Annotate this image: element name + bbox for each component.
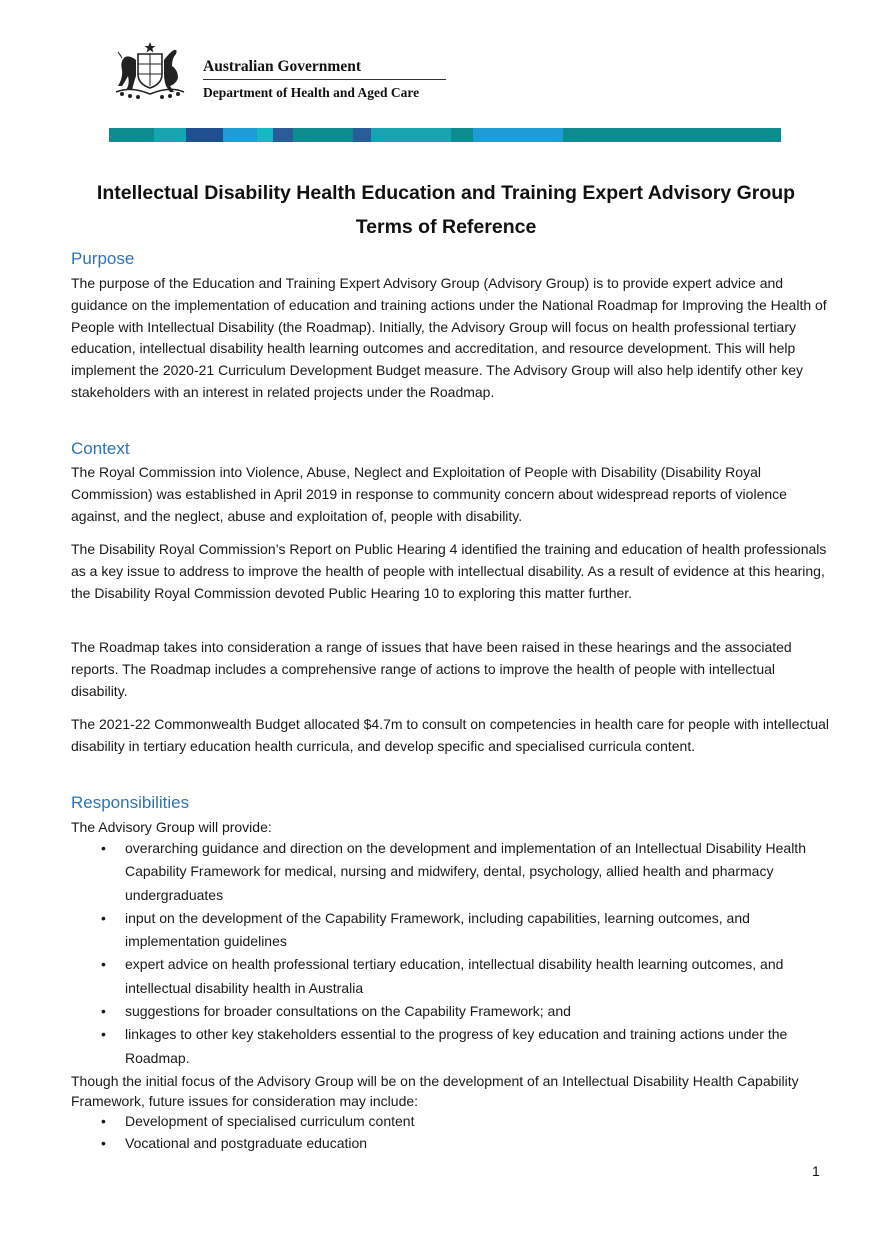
purpose-heading: Purpose — [71, 249, 135, 268]
color-strip-segment — [154, 128, 186, 142]
color-strip-segment — [473, 128, 563, 142]
government-name: Australian Government — [203, 58, 362, 75]
list-item: • linkages to other key stakeholders essential to the progress of key education and training actions under the Roadmap. — [71, 1023, 833, 1070]
color-strip-segment — [223, 128, 257, 142]
document-title: Intellectual Disability Health Education and Training Expert Advisory Group — [96, 182, 796, 204]
context-paragraph-4: The 2021-22 Commonwealth Budget allocated $4.7m to consult on competencies in health care for people with intellectual disability in tertiary education health curricula, and develop specific and specialised curricula content. — [71, 716, 830, 754]
color-strip-segment — [186, 128, 223, 142]
department-name: Department of Health and Aged Care — [203, 85, 420, 100]
bullet-icon: • — [101, 1003, 106, 1020]
color-strip-segment — [293, 128, 353, 142]
page-number: 1 — [812, 1163, 820, 1179]
responsibilities-list — [71, 837, 833, 1070]
color-strip-segment — [451, 128, 473, 142]
color-strip-segment — [371, 128, 451, 142]
context-heading: Context — [71, 439, 130, 458]
bullet-icon: • — [101, 1113, 106, 1129]
document-subtitle: Terms of Reference — [355, 216, 537, 238]
color-strip — [109, 128, 781, 142]
bullet-icon: • — [101, 909, 106, 926]
color-strip-segment — [353, 128, 371, 142]
list-item: • overarching guidance and direction on the development and implementation of an Intellectual Disability Health Capability Framework for medical, nursing and midwifery, dental, psychology, allied health and pharmacy undergraduates — [71, 837, 833, 907]
context-paragraph-3: The Roadmap takes into consideration a range of issues that have been raised in these hearings and the associated reports. The Roadmap includes a comprehensive range of actions to improve the health of people with intellectual disability. — [71, 639, 792, 699]
future-issues-intro: Though the initial focus of the Advisory Group will be on the development of an Intellectual Disability Health Capability Framework, future issues for consideration may include: — [71, 1073, 799, 1109]
list-item: • expert advice on health professional tertiary education, intellectual disability health learning outcomes, and intellectual disability health in Australia — [71, 953, 833, 1000]
list-item: • input on the development of the Capability Framework, including capabilities, learning outcomes, and implementation guidelines — [71, 907, 833, 954]
bullet-icon: • — [101, 1026, 106, 1043]
list-item: • suggestions for broader consultations on the Capability Framework; and — [71, 1000, 833, 1023]
responsibilities-heading: Responsibilities — [71, 793, 190, 812]
color-strip-segment — [109, 128, 154, 142]
bullet-icon: • — [101, 1134, 106, 1151]
responsibilities-intro: The Advisory Group will provide: — [71, 819, 272, 835]
color-strip-segment — [273, 128, 293, 142]
context-paragraph-2: The Disability Royal Commission’s Report on Public Hearing 4 identified the training and education of health professionals as a key issue to address to improve the health of people with intellectual disability. As a result of evidence at this hearing, the Disability Royal Commission devoted Public Hearing 10 to exploring this matter further. — [71, 541, 827, 601]
context-paragraph-1: The Royal Commission into Violence, Abuse, Neglect and Exploitation of People with Disability (Disability Royal Commission) was established in April 2019 in response to community concern about widespread reports of violence against, and the neglect, abuse and exploitation of, people with disability. — [71, 464, 787, 524]
color-strip-segment — [563, 128, 781, 142]
bullet-icon: • — [101, 956, 106, 973]
government-header — [108, 40, 468, 105]
list-item: • Development of specialised curriculum content — [71, 1111, 833, 1133]
list-item: • Vocational and postgraduate education — [71, 1133, 833, 1155]
coat-of-arms-icon — [108, 40, 192, 102]
color-strip-segment — [257, 128, 273, 142]
purpose-paragraph: The purpose of the Education and Training Expert Advisory Group (Advisory Group) is to provide expert advice and guidance on the implementation of education and training actions under the National Roadmap for Improving the Health of People with Intellectual Disability (the Roadmap). Initially, the Advisory Group will focus on health professional tertiary education, intellectual disability health learning outcomes and accreditation, and resource development. This will help implement the 2020-21 Curriculum Development Budget measure. The Advisory Group will also help identify other key stakeholders with an interest in related projects under the Roadmap. — [71, 275, 827, 400]
header-divider — [203, 79, 446, 80]
bullet-icon: • — [101, 840, 106, 856]
future-issues-list — [71, 1111, 833, 1154]
